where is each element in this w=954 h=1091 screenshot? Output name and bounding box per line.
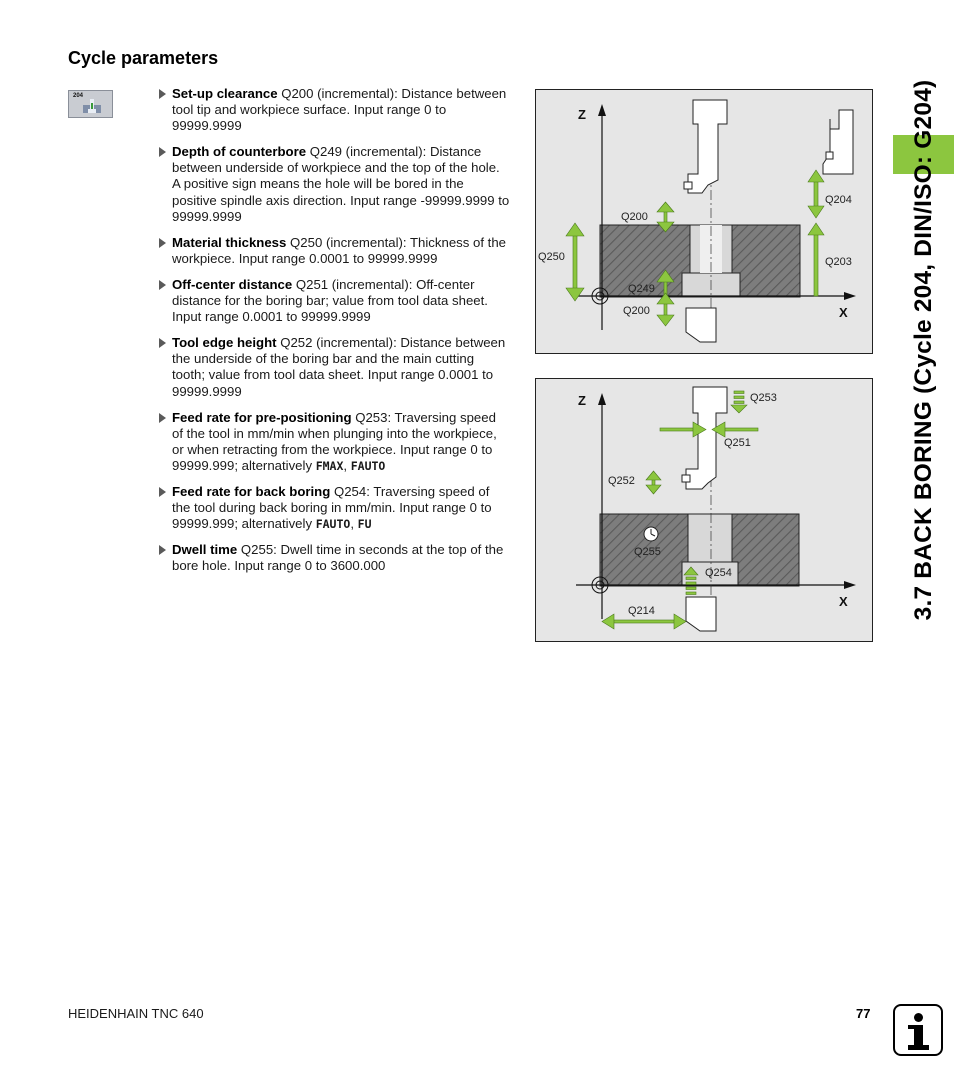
- label-q251: Q251: [724, 437, 751, 449]
- param-name: Off-center distance: [172, 276, 293, 292]
- label-q254: Q254: [705, 567, 732, 579]
- triangle-bullet-icon: [159, 338, 166, 348]
- param-desc: : Traversing speed of the tool in mm/min when plunging into the workpiece, or when retracting from the workpiece. Input range 0 to 99999.999; alternatively: [172, 409, 497, 473]
- param-name: Feed rate for back boring: [172, 483, 331, 499]
- footer-product-name: HEIDENHAIN TNC 640: [68, 1006, 204, 1021]
- label-q200-bottom: Q200: [623, 305, 650, 317]
- param-desc: : Traversing speed of the tool during back boring in mm/min. Input range 0 to 99999.999; alternatively: [172, 483, 492, 532]
- param-q253: [158, 410, 510, 474]
- param-alt-fmax: FMAX: [315, 458, 344, 473]
- param-desc: (incremental): Distance between tool tip and workpiece surface. Input range 0 to 99999.9999: [172, 86, 507, 134]
- boring-glyph-icon: [83, 99, 101, 115]
- parameter-list: [158, 86, 510, 584]
- label-q203: Q203: [825, 256, 852, 268]
- param-q249: [158, 144, 510, 224]
- param-code: Q249: [309, 144, 343, 160]
- param-code: Q255: [240, 542, 274, 558]
- param-desc: (incremental): Off-center distance for the boring bar; value from tool data sheet. Input range 0.0001 to 99999.9999: [172, 276, 488, 325]
- triangle-bullet-icon: [159, 280, 166, 290]
- param-q252: [158, 335, 510, 399]
- boring-bar-top: [686, 387, 727, 489]
- param-alt-fauto: FAUTO: [350, 458, 386, 473]
- cycle-204-softkey-icon: [68, 90, 113, 118]
- triangle-bullet-icon: [159, 487, 166, 497]
- z-axis-arrow-icon: [598, 393, 606, 405]
- figure1-drawing: [536, 90, 874, 355]
- param-code: Q200: [281, 86, 314, 101]
- param-code: Q254: [333, 483, 367, 499]
- figure-back-boring-detail: [535, 378, 873, 642]
- label-q252: Q252: [608, 475, 635, 487]
- param-alt-fu: FU: [357, 517, 372, 532]
- param-desc: : Dwell time in seconds at the top of the bore hole. Input range 0 to 3600.000: [172, 542, 504, 574]
- param-alt-fauto: FAUTO: [315, 517, 351, 532]
- param-name: Dwell time: [172, 542, 238, 558]
- triangle-bullet-icon: [159, 238, 166, 248]
- label-q204: Q204: [825, 194, 852, 206]
- figure1-axis-z: Z: [578, 107, 586, 122]
- figure2-axis-z: Z: [578, 393, 586, 408]
- x-axis-arrow-icon: [844, 292, 856, 300]
- label-q249: Q249: [628, 283, 655, 295]
- param-q254: [158, 484, 510, 532]
- tool-retracted: [823, 110, 853, 174]
- param-q251: [158, 277, 510, 325]
- cycle-number: 204: [73, 93, 84, 99]
- param-code: Q252: [280, 335, 313, 351]
- label-q200-top: Q200: [621, 211, 648, 223]
- figure2-drawing: [536, 379, 874, 643]
- triangle-bullet-icon: [159, 89, 166, 99]
- triangle-bullet-icon: [159, 545, 166, 555]
- param-desc: (incremental): Distance between underside of workpiece and the top of the hole. A positive sign means the hole will be bored in the positive spindle axis direction. Input range -99999.9999 to 99999.9999: [172, 144, 510, 224]
- param-code: Q250: [290, 234, 323, 250]
- param-name: Material thickness: [172, 234, 287, 250]
- figure1-axis-x: X: [839, 305, 848, 320]
- z-axis-arrow-icon: [598, 104, 606, 116]
- section-heading: Cycle parameters: [68, 48, 219, 68]
- param-name: Depth of counterbore: [172, 144, 307, 160]
- boring-bar-bottom: [686, 597, 716, 631]
- param-name: Set-up clearance: [172, 86, 278, 101]
- param-code: Q251: [295, 276, 329, 292]
- param-desc: (incremental): Distance between the underside of the boring bar and the main cutting tooth; value from tool data sheet. Input range 0.0001 to 99999.9999: [172, 335, 506, 399]
- label-q255: Q255: [634, 546, 661, 558]
- side-title-text: 3.7 BACK BORING (Cycle 204, DIN/ISO: G204): [910, 79, 937, 621]
- param-name: Tool edge height: [172, 335, 277, 351]
- param-sep: ,: [343, 457, 351, 473]
- label-q250: Q250: [538, 251, 565, 263]
- param-q200: [158, 86, 510, 134]
- label-q253: Q253: [750, 392, 777, 404]
- page-number: 77: [856, 1006, 871, 1021]
- boring-bar-bottom: [686, 308, 716, 342]
- param-code: Q253: [355, 409, 388, 425]
- param-desc: (incremental): Thickness of the workpiece. Input range 0.0001 to 99999.9999: [172, 234, 507, 266]
- triangle-bullet-icon: [159, 413, 166, 423]
- info-icon: [893, 1004, 943, 1056]
- figure2-axis-x: X: [839, 594, 848, 609]
- boring-bar-top: [688, 100, 727, 193]
- param-q255: [158, 542, 510, 574]
- triangle-bullet-icon: [159, 147, 166, 157]
- x-axis-arrow-icon: [844, 581, 856, 589]
- param-name: Feed rate for pre-positioning: [172, 409, 352, 425]
- label-q214: Q214: [628, 605, 655, 617]
- param-sep: ,: [350, 516, 358, 532]
- param-q250: [158, 235, 510, 267]
- figure-back-boring-overview: [535, 89, 873, 354]
